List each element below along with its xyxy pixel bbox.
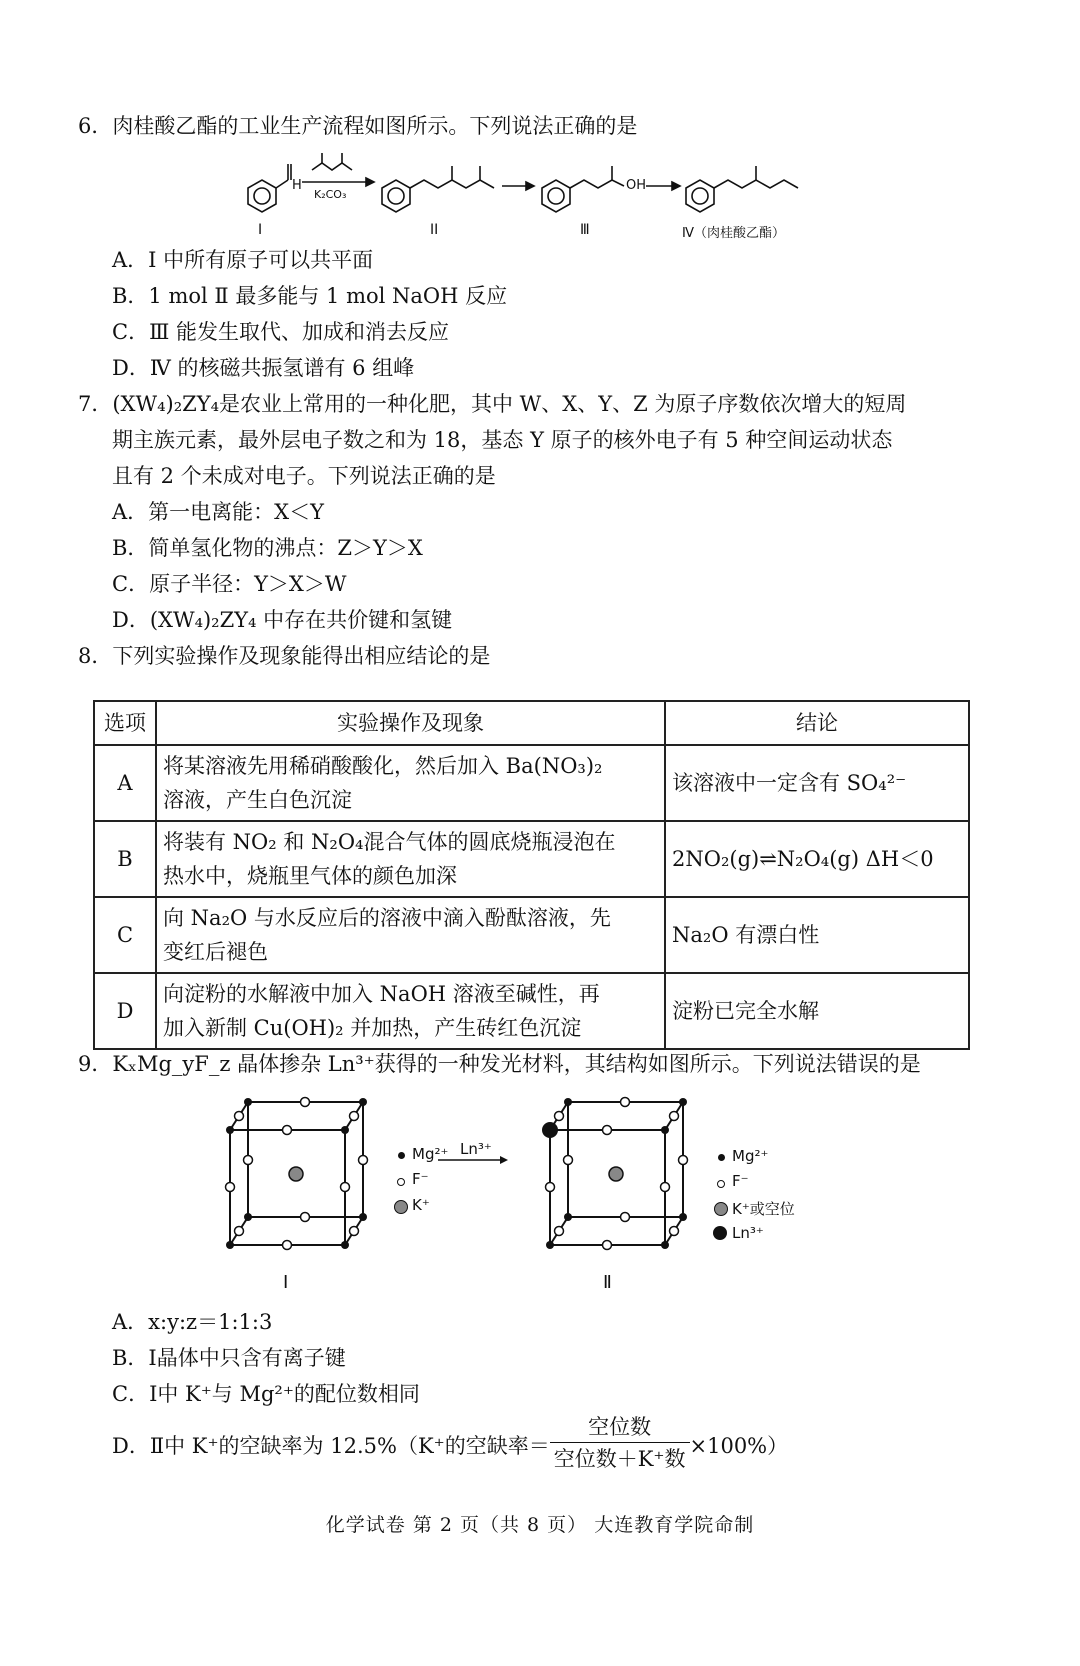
q8-experiment-table (93, 700, 970, 1050)
ln-ion (542, 1122, 558, 1138)
table-row (94, 973, 969, 1049)
row-operation: 向淀粉的水解液中加入 NaOH 溶液至碱性，再 加入新制 Cu(OH)₂ 并加热，产生砖红色沉淀 (156, 973, 665, 1049)
row-conclusion: Na₂O 有漂白性 (665, 897, 969, 973)
q8-stem: 8．下列实验操作及现象能得出相应结论的是 (78, 644, 491, 668)
ln-legend-icon (713, 1226, 727, 1240)
q7-line-1: 7．(XW₄)₂ZY₄是农业上常用的一种化肥，其中 W、X、Y、Z 为原子序数依次增大的短周 (78, 392, 907, 416)
q6-option-c: C．Ⅲ 能发生取代、加成和消去反应 (112, 320, 449, 344)
table-row (94, 897, 969, 973)
q7-option-b: B．简单氢化物的沸点：Z＞Y＞X (112, 536, 423, 560)
legend-k: K⁺ (412, 1196, 430, 1214)
atom-label-oh: OH (626, 178, 647, 193)
reagent-label: K₂CO₃ (314, 188, 347, 201)
page-footer: 化学试卷 第 2 页（共 8 页） 大连教育学院命制 (325, 1514, 755, 1536)
row-option-label: B (94, 821, 156, 897)
k-legend-icon (394, 1200, 408, 1214)
q7-line-3: 且有 2 个未成对电子。下列说法正确的是 (112, 464, 496, 488)
table-row (94, 821, 969, 897)
crystal-structure-figure (210, 1090, 850, 1270)
row-operation: 将装有 NO₂ 和 N₂O₄混合气体的圆底烧瓶浸泡在 热水中，烧瓶里气体的颜色加深 (156, 821, 665, 897)
label-compound-i: I (258, 222, 263, 238)
figure-label-ii: Ⅱ (603, 1272, 612, 1293)
q6-option-d: D．Ⅳ 的核磁共振氢谱有 6 组峰 (112, 356, 415, 380)
q9-option-c: C．Ⅰ中 K⁺与 Mg²⁺的配位数相同 (112, 1382, 420, 1406)
legend2-mg: Mg²⁺ (732, 1147, 769, 1165)
row-option-label: D (94, 973, 156, 1049)
legend-f: F⁻ (412, 1170, 429, 1188)
row-operation: 向 Na₂O 与水反应后的溶液中滴入酚酞溶液，先 变红后褪色 (156, 897, 665, 973)
option-d-suffix: ×100%） (689, 1434, 789, 1458)
header-conclusion: 结论 (665, 701, 969, 745)
anhydride-reagent (312, 153, 352, 170)
row-operation: 将某溶液先用稀硝酸酸化，然后加入 Ba(NO₃)₂ 溶液，产生白色沉淀 (156, 745, 665, 821)
q9-option-d (112, 1416, 788, 1479)
row-conclusion: 2NO₂(g)⇌N₂O₄(g) ΔH＜0 (665, 821, 969, 897)
q6-option-b: B．1 mol Ⅱ 最多能与 1 mol NaOH 反应 (112, 284, 508, 308)
row-conclusion: 淀粉已完全水解 (665, 973, 969, 1049)
k-legend-icon (714, 1202, 728, 1216)
label-compound-ii: II (430, 222, 439, 238)
row-option-label: A (94, 745, 156, 821)
atom-label-h: H (292, 178, 302, 193)
label-compound-iii: Ⅲ (580, 222, 590, 238)
f-legend-icon (717, 1180, 725, 1188)
mg-legend-icon (398, 1152, 405, 1159)
q7-option-c: C．原子半径：Y＞X＞W (112, 572, 347, 596)
table-header-row (94, 701, 969, 745)
legend2-k: K⁺或空位 (732, 1200, 795, 1218)
q7-option-d: D．(XW₄)₂ZY₄ 中存在共价键和氢键 (112, 608, 453, 632)
q9-stem: 9．KₓMg_yF_z 晶体掺杂 Ln³⁺获得的一种发光材料，其结构如图所示。下列说法错误的是 (78, 1052, 921, 1076)
compound-ii (382, 166, 494, 212)
k-ions (289, 1167, 623, 1181)
f-legend-icon (397, 1178, 405, 1186)
legend-mg: Mg²⁺ (412, 1145, 449, 1163)
legend2-f: F⁻ (732, 1172, 749, 1190)
header-operation: 实验操作及现象 (156, 701, 665, 745)
compound-i (248, 164, 291, 212)
compound-iv (686, 166, 798, 212)
q6-stem: 6．肉桂酸乙酯的工业生产流程如图所示。下列说法正确的是 (78, 114, 638, 138)
q7-option-a: A．第一电离能：X＜Y (112, 500, 324, 524)
legend2-ln: Ln³⁺ (732, 1224, 764, 1242)
label-compound-iv: Ⅳ（肉桂酸乙酯） (682, 226, 785, 241)
option-d-prefix: D．Ⅱ中 K⁺的空缺率为 12.5%（K⁺的空缺率＝ (112, 1434, 550, 1458)
row-option-label: C (94, 897, 156, 973)
vacancy-fraction (550, 1412, 690, 1475)
compound-iii (542, 166, 624, 212)
arrow-label-ln: Ln³⁺ (460, 1140, 492, 1158)
q9-option-b: B．Ⅰ晶体中只含有离子键 (112, 1346, 346, 1370)
q7-line-2: 期主族元素，最外层电子数之和为 18，基态 Y 原子的核外电子有 5 种空间运动状态 (112, 428, 893, 452)
q6-option-a: A．Ⅰ 中所有原子可以共平面 (112, 248, 374, 272)
mg-legend-icon (718, 1154, 725, 1161)
fraction-denominator: 空位数＋K⁺数 (553, 1447, 686, 1471)
fraction-numerator: 空位数 (550, 1412, 690, 1443)
figure-label-i: Ⅰ (283, 1272, 289, 1293)
header-option: 选项 (94, 701, 156, 745)
table-row (94, 745, 969, 821)
q9-option-a: A．x:y:z＝1:1:3 (112, 1310, 273, 1334)
row-conclusion: 该溶液中一定含有 SO₄²⁻ (665, 745, 969, 821)
